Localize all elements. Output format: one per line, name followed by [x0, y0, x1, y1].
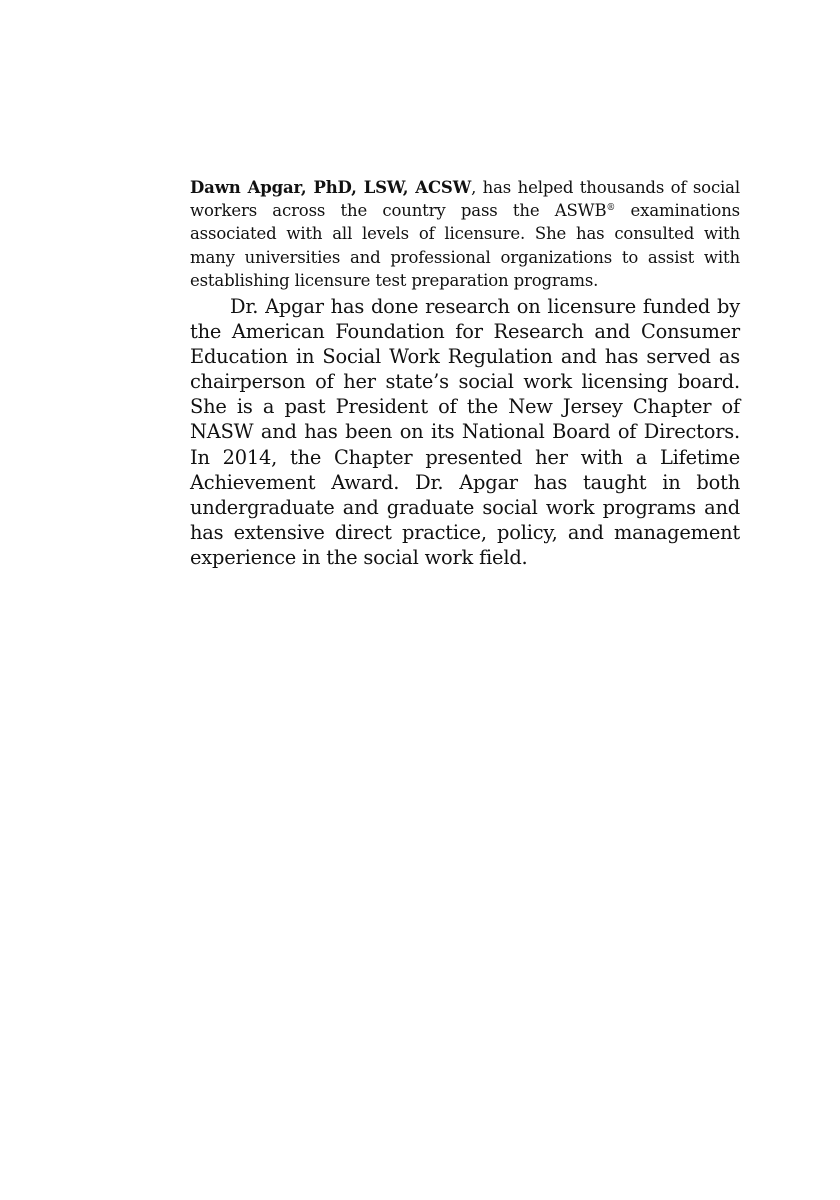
bio-intro-text: , has helped thousands of social workers across the country pass the ASWB — [190, 178, 740, 221]
bio-paragraph-intro — [190, 176, 740, 292]
author-name: Dawn Apgar, PhD, LSW, ACSW — [190, 178, 472, 197]
author-bio — [190, 176, 740, 570]
registered-mark: ® — [606, 203, 616, 214]
bio-paragraph-details: Dr. Apgar has done research on licensure funded by the American Foundation for Research and Consumer Education in Social Work Regulation and has served as chairperson of her state’s social work licensing board. She is a past President of the New Jersey Chapter of NASW and has been on its National Board of Directors. In 2014, the Chapter presented her with a Lifetime Achievement Award. Dr. Apgar has taught in both undergraduate and graduate social work programs and has extensive direct practice, policy, and management experience in the social work field. — [190, 295, 740, 569]
bio-intro-text-continued: examinations associated with all levels of licensure. She has consulted with many universities and professional organizations to assist with establishing licensure test preparation programs. — [190, 201, 740, 290]
